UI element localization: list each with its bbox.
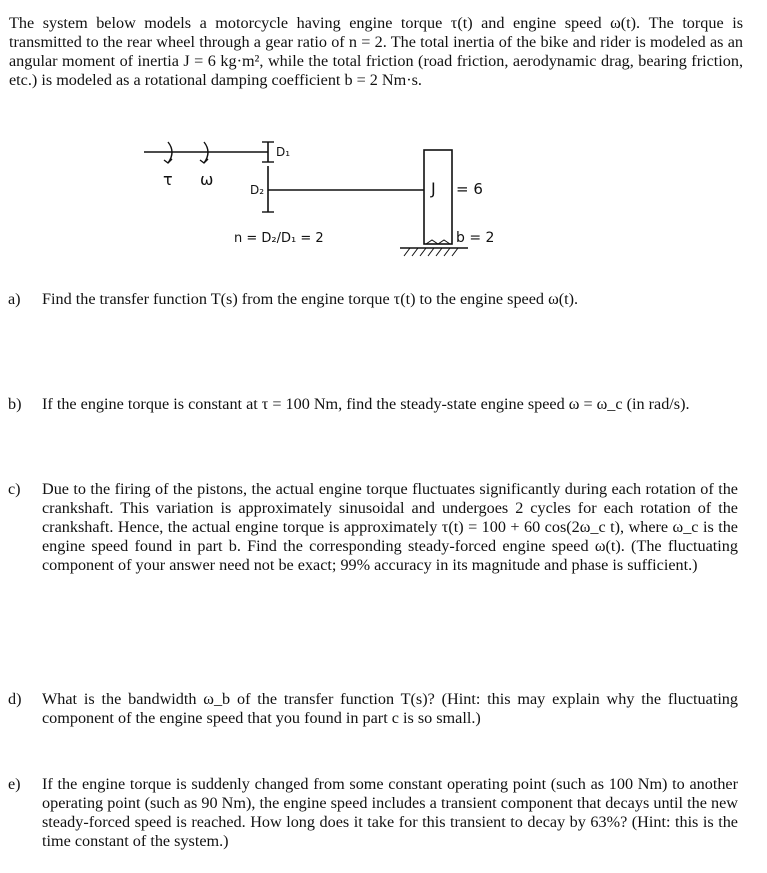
ground-hatch bbox=[404, 248, 458, 256]
question-a-label: a) bbox=[8, 290, 21, 308]
question-d-text: What is the bandwidth ω_b of the transfer function T(s)? (Hint: this may explain why the fluctuating component of the engine speed that you found in part c is so small.) bbox=[42, 690, 738, 727]
question-c-text: Due to the firing of the pistons, the actual engine torque fluctuates significantly during each rotation of the crankshaft. This variation is approximately sinusoidal and undergoes 2 cycles for each rotation of the crankshaft. Hence, the actual engine torque is approximately τ(t) = 100 + 60 cos(2ω_c t), where ω_c is the engine speed found in part b. Find the corresponding steady-forced engine speed ω(t). (The fluctuating component of your answer need not be exact; 99% accuracy in its magnitude and phase is sufficient.) bbox=[42, 480, 738, 574]
question-d-label: d) bbox=[8, 690, 22, 708]
problem-intro: The system below models a motorcycle having engine torque τ(t) and engine speed ω(t). The torque is transmitted to the rear wheel through a gear ratio of n = 2. The total inertia of the bike and rider is modeled as an angular moment of inertia J = 6 kg·m², while the total friction (road friction, aerodynamic drag, bearing friction, etc.) is modeled as a rotational damping coefficient b = 2 Nm·s. bbox=[9, 14, 743, 89]
question-b bbox=[8, 395, 738, 414]
d2-label: D₂ bbox=[250, 183, 265, 197]
tau-label: τ bbox=[163, 170, 173, 189]
gear-ratio-label: n = D₂/D₁ = 2 bbox=[234, 231, 324, 246]
question-b-label: b) bbox=[8, 395, 22, 413]
damping-label: b = 2 bbox=[456, 230, 495, 246]
question-e-text: If the engine torque is suddenly changed from some constant operating point (such as 100 Nm) to another operating point (such as 90 Nm), the engine speed includes a transient component that decays until the new steady-forced speed is reached. How long does it take for this transient to decay by 63%? (Hint: this is the time constant of the system.) bbox=[42, 775, 738, 850]
question-b-text: If the engine torque is constant at τ = 100 Nm, find the steady-state engine speed ω = ω_c (in rad/s). bbox=[42, 395, 690, 413]
question-c bbox=[8, 480, 738, 575]
inertia-value: = 6 bbox=[456, 180, 483, 198]
question-e bbox=[8, 775, 738, 851]
inertia-label: J bbox=[431, 179, 436, 198]
diagram-svg bbox=[138, 130, 498, 270]
question-a-text: Find the transfer function T(s) from the engine torque τ(t) to the engine speed ω(t). bbox=[42, 290, 579, 308]
d1-label: D₁ bbox=[276, 145, 291, 159]
inertia-block bbox=[424, 150, 452, 244]
question-d bbox=[8, 690, 738, 728]
question-c-label: c) bbox=[8, 480, 21, 498]
question-a bbox=[8, 290, 738, 309]
question-e-label: e) bbox=[8, 775, 21, 793]
motorcycle-system-diagram bbox=[138, 130, 498, 270]
omega-label: ω bbox=[200, 170, 214, 189]
